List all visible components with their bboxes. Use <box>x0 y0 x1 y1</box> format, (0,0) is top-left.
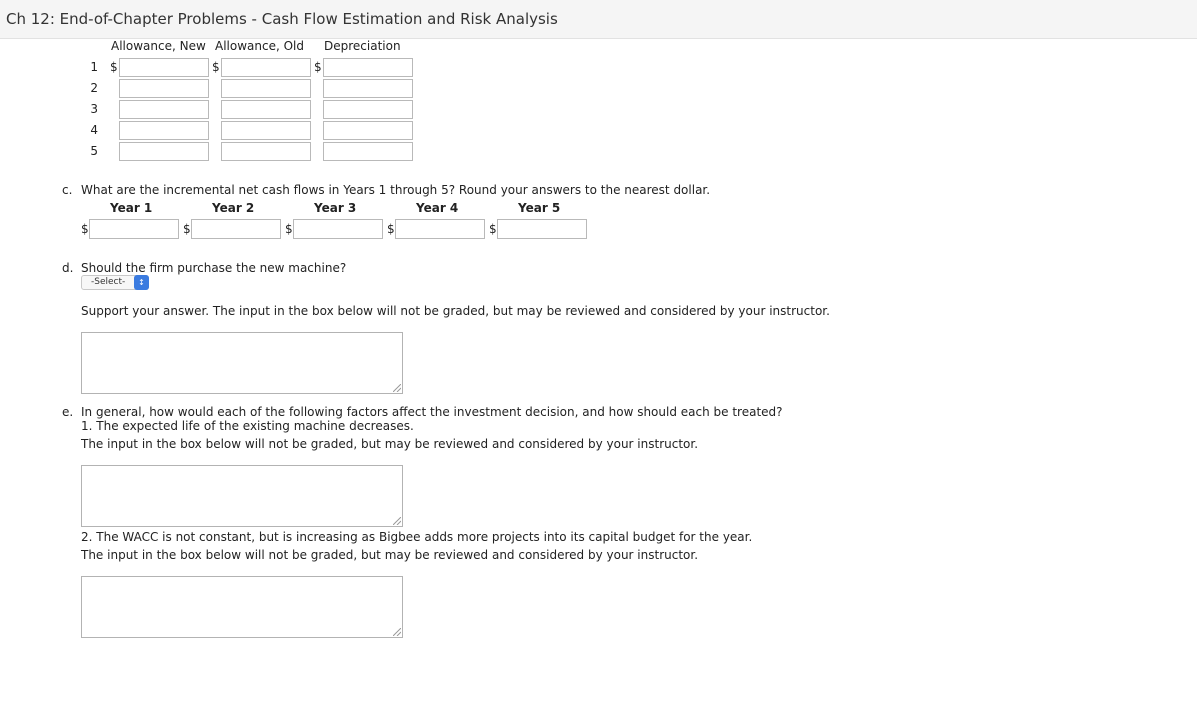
depreciation-input-year-5[interactable] <box>323 142 413 161</box>
part-e-item-2: 2. The WACC is not constant, but is increasing as Bigbee adds more projects into its capital budget for the year. <box>81 530 753 544</box>
year-4-header: Year 4 <box>416 201 459 215</box>
allowance-new-input-year-1[interactable] <box>119 58 209 77</box>
part-e-question: In general, how would each of the following factors affect the investment decision, and how should each be treated? <box>81 405 783 419</box>
allowance-old-input-year-1[interactable] <box>221 58 311 77</box>
part-e-label: e. <box>62 405 74 419</box>
factor-1-textarea[interactable] <box>81 465 403 527</box>
part-e-note-2: The input in the box below will not be graded, but may be reviewed and considered by your instructor. <box>81 548 699 562</box>
part-d-label: d. <box>62 261 74 275</box>
dollar-sign: $ <box>285 222 293 236</box>
cash-flow-input-year-1[interactable] <box>89 219 179 239</box>
part-c-question: What are the incremental net cash flows in Years 1 through 5? Round your answers to the nearest dollar. <box>81 183 711 197</box>
part-e-note-1: The input in the box below will not be graded, but may be reviewed and considered by your instructor. <box>81 437 699 451</box>
dollar-sign: $ <box>110 60 118 74</box>
allowance-new-input-year-5[interactable] <box>119 142 209 161</box>
part-e-item-1: 1. The expected life of the existing machine decreases. <box>81 419 414 433</box>
allowance-old-input-year-2[interactable] <box>221 79 311 98</box>
allowance-new-input-year-4[interactable] <box>119 121 209 140</box>
year-5-header: Year 5 <box>518 201 561 215</box>
dollar-sign: $ <box>314 60 322 74</box>
allowance-old-input-year-3[interactable] <box>221 100 311 119</box>
year-3-header: Year 3 <box>314 201 357 215</box>
support-answer-text: Support your answer. The input in the box below will not be graded, but may be reviewed and considered by your instructor. <box>81 304 830 318</box>
year-1-header: Year 1 <box>110 201 153 215</box>
header-allowance-old: Allowance, Old <box>215 39 304 53</box>
depreciation-input-year-1[interactable] <box>323 58 413 77</box>
cash-flow-input-year-3[interactable] <box>293 219 383 239</box>
dollar-sign: $ <box>81 222 89 236</box>
resize-grip-icon[interactable] <box>393 628 401 636</box>
purchase-decision-select[interactable] <box>81 275 149 290</box>
allowance-new-input-year-3[interactable] <box>119 100 209 119</box>
row-number-1: 1 <box>90 60 98 74</box>
support-answer-textarea[interactable] <box>81 332 403 394</box>
factor-2-textarea[interactable] <box>81 576 403 638</box>
allowance-old-input-year-4[interactable] <box>221 121 311 140</box>
resize-grip-icon[interactable] <box>393 517 401 525</box>
depreciation-input-year-2[interactable] <box>323 79 413 98</box>
part-c-label: c. <box>62 183 73 197</box>
depreciation-input-year-4[interactable] <box>323 121 413 140</box>
depreciation-input-year-3[interactable] <box>323 100 413 119</box>
resize-grip-icon[interactable] <box>393 384 401 392</box>
dollar-sign: $ <box>183 222 191 236</box>
header-depreciation: Depreciation <box>324 39 401 53</box>
chevron-up-down-icon: ↕ <box>134 275 149 290</box>
part-d-question: Should the firm purchase the new machine? <box>81 261 347 275</box>
page-title: Ch 12: End-of-Chapter Problems - Cash Flow Estimation and Risk Analysis <box>6 10 558 28</box>
cash-flow-input-year-4[interactable] <box>395 219 485 239</box>
title-bar <box>0 0 1197 39</box>
year-2-header: Year 2 <box>212 201 255 215</box>
row-number-5: 5 <box>90 144 98 158</box>
row-number-3: 3 <box>90 102 98 116</box>
cash-flow-input-year-2[interactable] <box>191 219 281 239</box>
dollar-sign: $ <box>489 222 497 236</box>
row-number-4: 4 <box>90 123 98 137</box>
row-number-2: 2 <box>90 81 98 95</box>
select-value: -Select- <box>91 277 126 287</box>
allowance-old-input-year-5[interactable] <box>221 142 311 161</box>
dollar-sign: $ <box>212 60 220 74</box>
cash-flow-input-year-5[interactable] <box>497 219 587 239</box>
header-allowance-new: Allowance, New <box>111 39 206 53</box>
dollar-sign: $ <box>387 222 395 236</box>
allowance-new-input-year-2[interactable] <box>119 79 209 98</box>
